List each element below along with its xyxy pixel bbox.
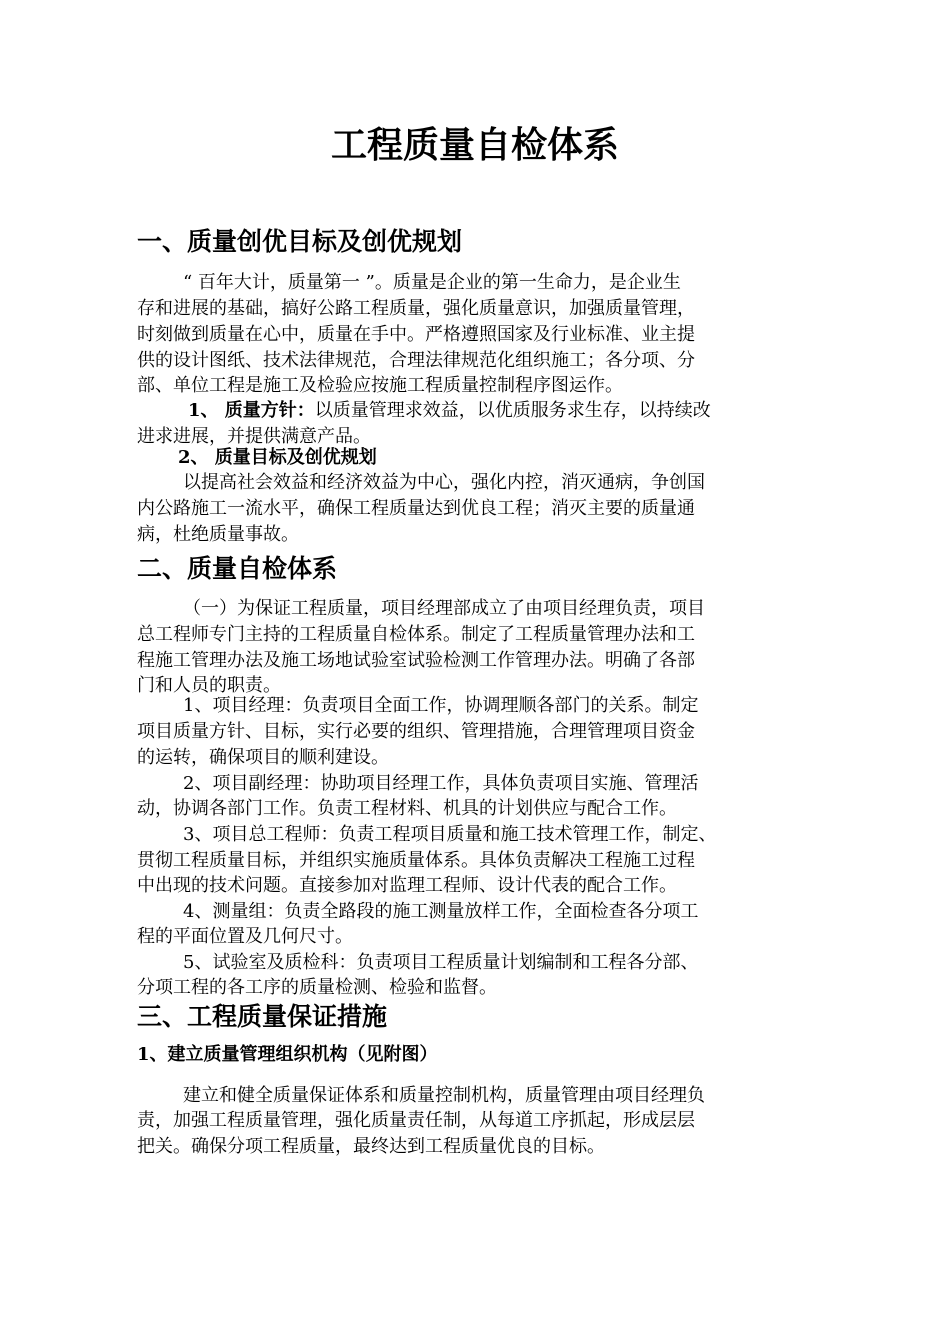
quality-goals-line-1: 以提高社会效益和经济效益为中心，强化内控，消灭通病，争创国 — [183, 472, 705, 493]
section-2-line-12: 中出现的技术问题。直接参加对监理工程师、设计代表的配合工作。 — [137, 875, 677, 896]
section-1-intro-line-1: “ 百年大计，质量第一 ”。质量是企业的第一生命力，是企业生 — [183, 272, 681, 293]
section-2-line-3: 程施工管理办法及施工场地试验室试验检测工作管理办法。明确了各部 — [137, 650, 695, 671]
section-1-intro-line-5: 部、单位工程是施工及检验应按施工程质量控制程序图运作。 — [137, 375, 623, 396]
quality-policy-text: 以质量管理求效益，以优质服务求生存，以持续改 — [314, 400, 711, 421]
section-2-line-1: （一）为保证工程质量，项目经理部成立了由项目经理负责，项目 — [183, 598, 705, 619]
section-3-line-2: 责，加强工程质量管理，强化质量责任制，从每道工序抓起，形成层层 — [137, 1110, 695, 1131]
section-2-line-16: 分项工程的各工序的质量检测、检验和监督。 — [137, 977, 497, 998]
section-3-heading: 三、工程质量保证措施 — [137, 1002, 388, 1031]
document-title: 工程质量自检体系 — [330, 125, 619, 166]
quality-policy-line — [188, 398, 857, 424]
section-2-line-8: 2、项目副经理：协助项目经理工作，具体负责项目实施、管理活 — [183, 773, 699, 794]
section-2-line-10: 3、项目总工程师：负责工程项目质量和施工技术管理工作，制定、 — [183, 824, 717, 845]
quality-policy-line-2: 进求进展，并提供满意产品。 — [137, 426, 371, 447]
section-1-heading: 一、质量创优目标及创优规划 — [137, 227, 463, 256]
section-2-line-9: 动，协调各部门工作。负责工程材料、机具的计划供应与配合工作。 — [137, 798, 677, 819]
section-1-intro-line-3: 时刻做到质量在心中，质量在手中。严格遵照国家及行业标准、业主提 — [137, 324, 695, 345]
section-2-line-4: 门和人员的职责。 — [137, 675, 281, 696]
quality-goals-heading: 2、 质量目标及创优规划 — [178, 447, 377, 468]
section-2-line-15: 5、试验室及质检科：负责项目工程质量计划编制和工程各分部、 — [183, 952, 699, 973]
section-2-line-2: 总工程师专门主持的工程质量自检体系。制定了工程质量管理办法和工 — [137, 624, 695, 645]
section-2-line-14: 程的平面位置及几何尺寸。 — [137, 926, 353, 947]
section-1-intro-line-2: 存和进展的基础，搞好公路工程质量，强化质量意识，加强质量管理， — [137, 298, 695, 319]
section-2-heading: 二、质量自检体系 — [137, 554, 338, 583]
section-3-sub-heading: 1、建立质量管理组织机构（见附图） — [137, 1044, 438, 1065]
section-2-line-6: 项目质量方针、目标，实行必要的组织、管理措施，合理管理项目资金 — [137, 721, 695, 742]
section-3-line-1: 建立和健全质量保证体系和质量控制机构，质量管理由项目经理负 — [183, 1085, 705, 1106]
section-2-line-13: 4、测量组：负责全路段的施工测量放样工作，全面检查各分项工 — [183, 901, 699, 922]
section-2-line-7: 的运转，确保项目的顺利建设。 — [137, 747, 389, 768]
section-2-line-11: 贯彻工程质量目标，并组织实施质量体系。具体负责解决工程施工过程 — [137, 850, 695, 871]
quality-goals-line-3: 病，杜绝质量事故。 — [137, 524, 299, 545]
section-1-intro-line-4: 供的设计图纸、技术法律规范，合理法律规范化组织施工；各分项、分 — [137, 350, 695, 371]
section-3-line-3: 把关。确保分项工程质量，最终达到工程质量优良的目标。 — [137, 1136, 605, 1157]
section-2-line-5: 1、项目经理：负责项目全面工作，协调理顺各部门的关系。制定 — [183, 695, 699, 716]
quality-goals-line-2: 内公路施工一流水平，确保工程质量达到优良工程；消灭主要的质量通 — [137, 498, 695, 519]
quality-policy-label: 1、 质量方针： — [188, 400, 315, 421]
